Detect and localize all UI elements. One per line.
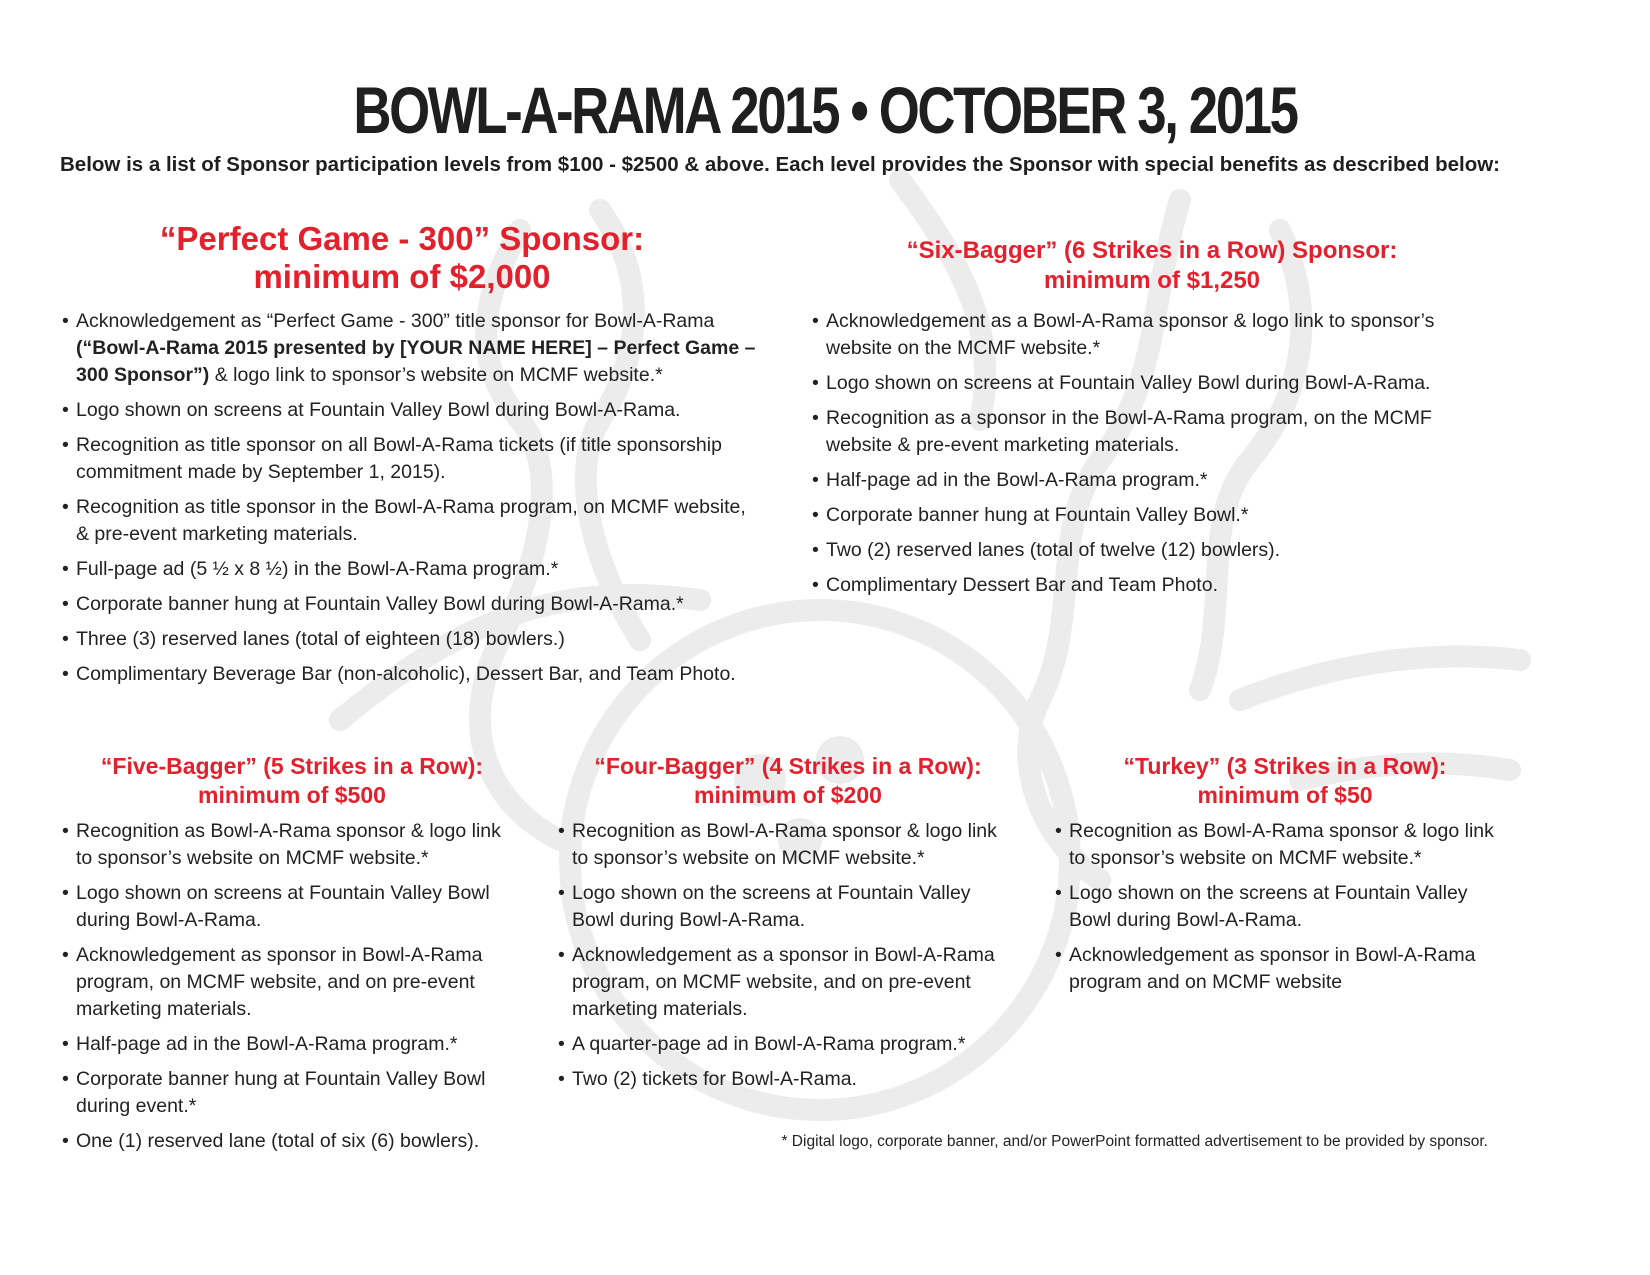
level-name: “Four-Bagger” (4 Strikes in a Row): [594,753,982,779]
section-heading [558,752,1018,810]
list-item: • Corporate banner hung at Fountain Valley Bowl during Bowl-A-Rama.* [62,591,762,618]
benefits-list [62,308,762,688]
benefits-list [62,818,522,1155]
level-minimum: minimum of $2,000 [253,258,551,295]
list-item: • Two (2) reserved lanes (total of twelve (12) bowlers). [812,537,1492,564]
list-item: • Logo shown on the screens at Fountain Valley Bowl during Bowl-A-Rama. [1055,880,1515,934]
benefits-list [1055,818,1515,996]
benefits-list [558,818,1018,1093]
section-heading [62,220,742,296]
list-item: • Recognition as a sponsor in the Bowl-A-Rama program, on the MCMF website & pre-event marketing materials. [812,405,1492,459]
list-item: • A quarter-page ad in Bowl-A-Rama program.* [558,1031,1018,1058]
footnote: * Digital logo, corporate banner, and/or PowerPoint formatted advertisement to be provided by sponsor. [781,1133,1488,1150]
list-item: • Recognition as title sponsor in the Bowl-A-Rama program, on MCMF website, & pre-event marketing materials. [62,494,762,548]
section-heading [62,752,522,810]
benefits-list [812,308,1492,599]
level-name: “Five-Bagger” (5 Strikes in a Row): [100,753,484,779]
list-item [62,308,762,389]
list-item: • Logo shown on screens at Fountain Valley Bowl during Bowl-A-Rama. [62,397,762,424]
list-item: • Corporate banner hung at Fountain Valley Bowl.* [812,502,1492,529]
list-item: • Recognition as Bowl-A-Rama sponsor & logo link to sponsor’s website on MCMF website.* [62,818,522,872]
level-name: “Perfect Game - 300” Sponsor: [159,220,645,257]
list-item: • Acknowledgement as a sponsor in Bowl-A-Rama program, on MCMF website, and on pre-event marketing materials. [558,942,1018,1023]
benefit-text: Acknowledgement as “Perfect Game - 300” title sponsor for Bowl-A-Rama [76,310,715,332]
level-minimum: minimum of $500 [198,782,386,808]
benefit-title-bold: (“Bowl-A-Rama 2015 presented by [YOUR NAME HERE] – Perfect Game – 300 Sponsor”) [76,337,756,386]
section-five-bagger [62,752,522,1163]
list-item: • Complimentary Dessert Bar and Team Photo. [812,572,1492,599]
list-item: • Logo shown on the screens at Fountain Valley Bowl during Bowl-A-Rama. [558,880,1018,934]
list-item: • Corporate banner hung at Fountain Valley Bowl during event.* [62,1066,522,1120]
list-item: • Recognition as Bowl-A-Rama sponsor & logo link to sponsor’s website on MCMF website.* [558,818,1018,872]
list-item: • Logo shown on screens at Fountain Valley Bowl during Bowl-A-Rama. [62,880,522,934]
section-six-bagger [812,236,1492,607]
list-item: • Acknowledgement as sponsor in Bowl-A-Rama program, on MCMF website, and on pre-event marketing materials. [62,942,522,1023]
list-item: • Acknowledgement as a Bowl-A-Rama sponsor & logo link to sponsor’s website on the MCMF website.* [812,308,1492,362]
page-title: BOWL-A-RAMA 2015 • OCTOBER 3, 2015 [353,73,1297,147]
level-minimum: minimum of $50 [1197,782,1373,808]
level-name: “Six-Bagger” (6 Strikes in a Row) Sponsor: [906,237,1398,264]
level-name: “Turkey” (3 Strikes in a Row): [1123,753,1447,779]
section-heading [1055,752,1515,810]
list-item: • Half-page ad in the Bowl-A-Rama program.* [62,1031,522,1058]
list-item: • Logo shown on screens at Fountain Valley Bowl during Bowl-A-Rama. [812,370,1492,397]
intro-text: Below is a list of Sponsor participation levels from $100 - $2500 & above. Each level provides the Sponsor with special benefits as described below: [60,153,1501,176]
list-item: • Two (2) tickets for Bowl-A-Rama. [558,1066,1018,1093]
list-item: • One (1) reserved lane (total of six (6) bowlers). [62,1128,522,1155]
list-item: • Complimentary Beverage Bar (non-alcoholic), Dessert Bar, and Team Photo. [62,661,762,688]
list-item: • Half-page ad in the Bowl-A-Rama program.* [812,467,1492,494]
section-heading [812,236,1492,296]
list-item: • Full-page ad (5 ½ x 8 ½) in the Bowl-A-Rama program.* [62,556,762,583]
level-minimum: minimum of $1,250 [1043,267,1261,294]
list-item: • Recognition as Bowl-A-Rama sponsor & logo link to sponsor’s website on MCMF website.* [1055,818,1515,872]
list-item: • Recognition as title sponsor on all Bowl-A-Rama tickets (if title sponsorship commitment made by September 1, 2015). [62,432,762,486]
section-perfect-game [62,220,762,696]
level-minimum: minimum of $200 [694,782,882,808]
list-item: • Acknowledgement as sponsor in Bowl-A-Rama program and on MCMF website [1055,942,1515,996]
section-four-bagger [558,752,1018,1101]
section-turkey [1055,752,1515,1004]
benefit-text: & logo link to sponsor’s website on MCMF website.* [214,364,663,386]
list-item: • Three (3) reserved lanes (total of eighteen (18) bowlers.) [62,626,762,653]
